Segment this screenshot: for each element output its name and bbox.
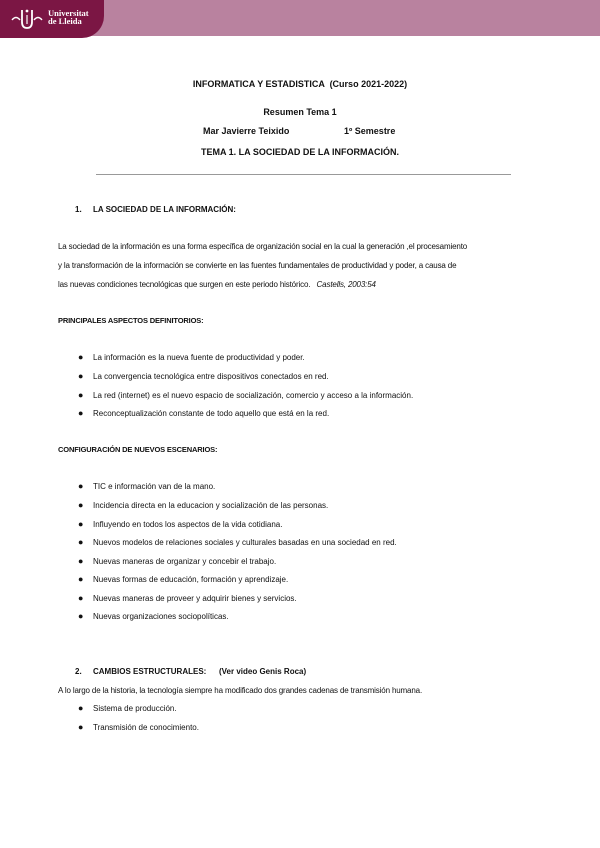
section1-heading: LA SOCIEDAD DE LA INFORMACIÓN: (93, 205, 236, 214)
video-note: (Ver video Genis Roca) (219, 667, 307, 676)
author-name: Mar Javierre Teixido (203, 126, 290, 136)
topic-title: TEMA 1. LA SOCIEDAD DE LA INFORMACIÓN. (201, 147, 399, 157)
paragraph-line-2: y la transformación de la información se convierte en las fuentes fundamentales de productividad y poder, a causa de (58, 261, 457, 270)
list-item: ● La información es la nueva fuente de productividad y poder. (78, 352, 305, 362)
list-item: ● Transmisión de conocimiento. (78, 722, 199, 732)
course-year: (Curso 2021-2022) (329, 79, 408, 89)
section1-number: 1. (75, 205, 82, 214)
list-item: ● Nuevas maneras de proveer y adquirir bienes y servicios. (78, 593, 297, 603)
list-item: ● Influyendo en todos los aspectos de la vida cotidiana. (78, 519, 283, 529)
section2-heading: CAMBIOS ESTRUCTURALES: (93, 667, 207, 676)
paragraph-line-1: La sociedad de la información es una forma específica de organización social en la cual la generación ,el procesamiento (58, 242, 468, 251)
list-item: ● La convergencia tecnológica entre dispositivos conectados en red. (78, 371, 329, 381)
aspects-heading: PRINCIPALES ASPECTOS DEFINITORIOS: (58, 316, 204, 325)
university-emblem-icon (8, 6, 46, 32)
section2-intro: A lo largo de la historia, la tecnología siempre ha modificado dos grandes cadenas de transmisión humana. (58, 686, 423, 695)
document-title (0, 79, 600, 89)
citation: Castells, 2003:54 (316, 280, 376, 289)
section2-number: 2. (75, 667, 82, 676)
list-item: ● Nuevos modelos de relaciones sociales y culturales basadas en una sociedad en red. (78, 537, 397, 547)
list-item: ● TIC e información van de la mano. (78, 481, 216, 491)
list-item: ● Sistema de producción. (78, 703, 177, 713)
list-item: ● Reconceptualización constante de todo aquello que está en la red. (78, 408, 330, 418)
course-title: INFORMATICA Y ESTADISTICA (192, 79, 325, 89)
paragraph-line-3: las nuevas condiciones tecnológicas que surgen en este periodo histórico. Castells, 2003:54 (58, 280, 376, 289)
list-item: ● La red (internet) es el nuevo espacio de socialización, comercio y acceso a la información. (78, 390, 414, 400)
list-item: ● Nuevas formas de educación, formación y aprendizaje. (78, 574, 289, 584)
university-name: Universitat de Lleida (48, 8, 89, 26)
university-logo (0, 0, 104, 38)
scenarios-heading: CONFIGURACIÓN DE NUEVOS ESCENARIOS: (58, 445, 218, 454)
title-divider (96, 174, 511, 175)
list-item: ● Nuevas maneras de organizar y concebir el trabajo. (78, 556, 277, 566)
summary-subtitle: Resumen Tema 1 (263, 107, 337, 117)
semester-label: 1º Semestre (344, 126, 396, 136)
list-item: ● Nuevas organizaciones sociopolíticas. (78, 611, 229, 621)
list-item: ● Incidencia directa en la educacion y socialización de las personas. (78, 500, 329, 510)
